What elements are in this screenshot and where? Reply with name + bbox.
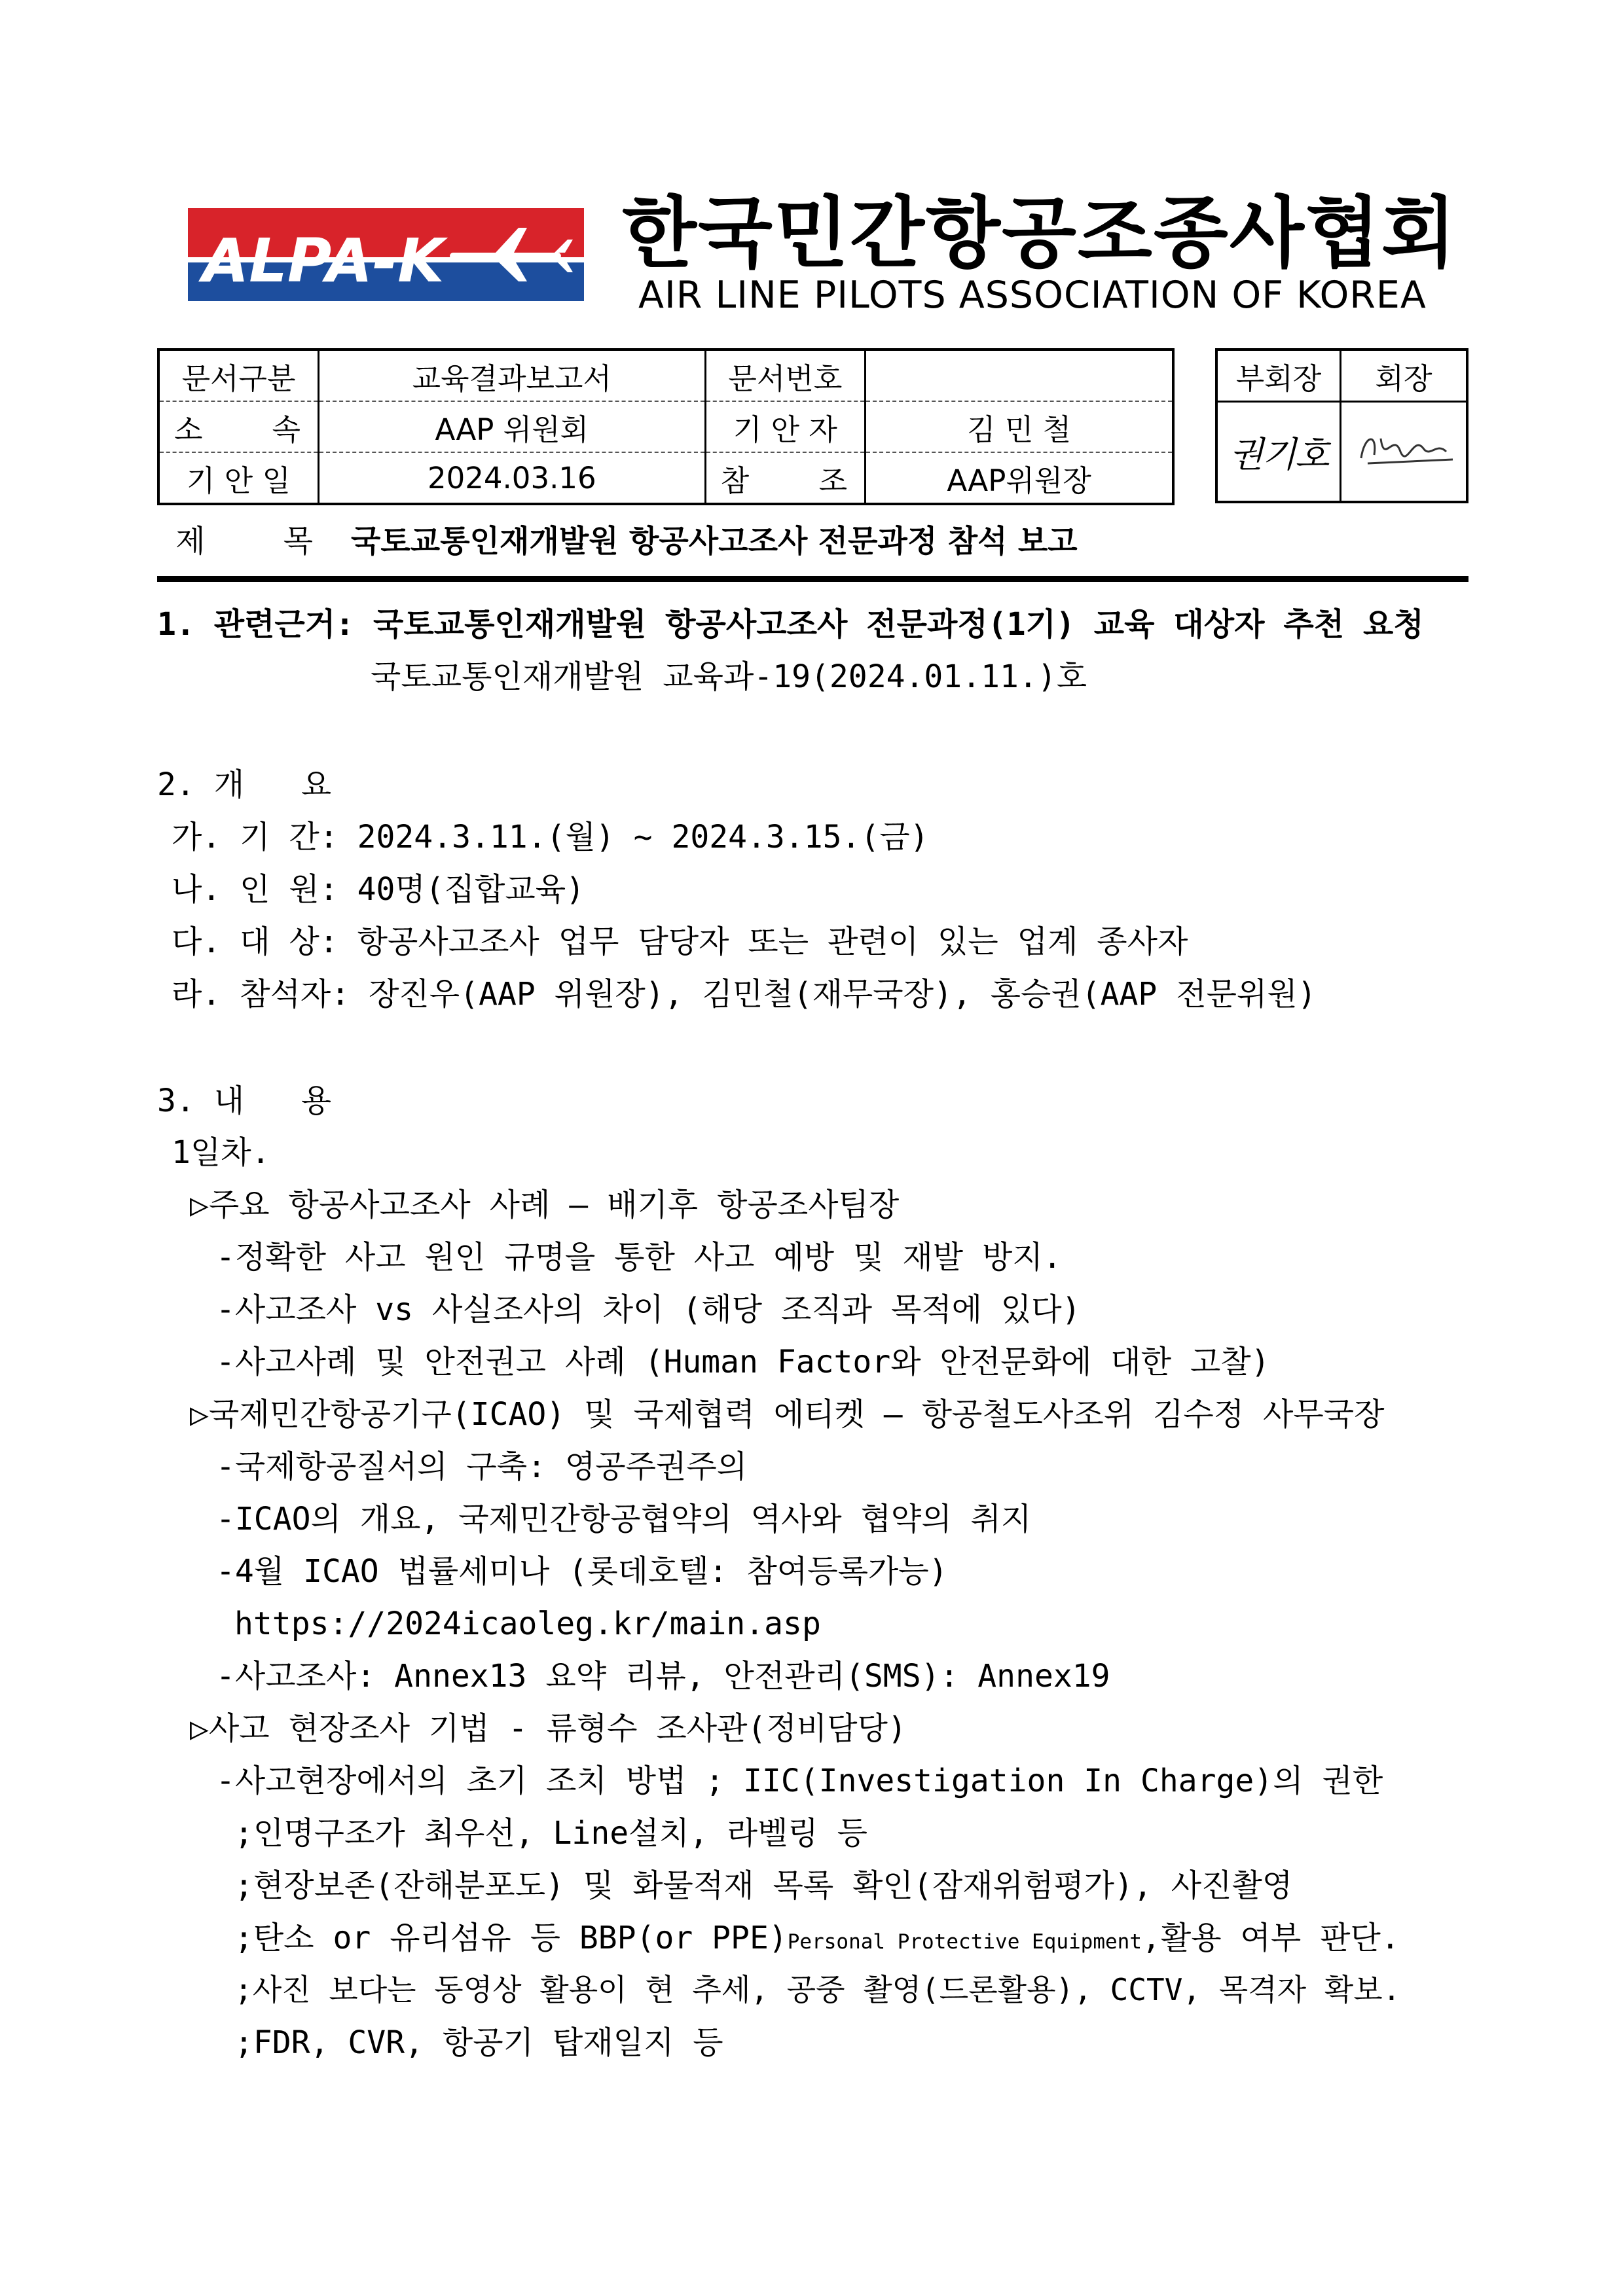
signature-vp-text: 권기호 [1229, 433, 1328, 475]
topic-1-point-c: -사고사례 및 안전권고 사례 (Human Factor와 안전문화에 대한 고찰) [216, 1344, 1270, 1380]
reference-value: AAP위원장 [866, 452, 1173, 504]
drafter-value: 김 민 철 [866, 401, 1173, 452]
draft-date-label: 기 안 일 [158, 452, 319, 504]
org-name-korean: 한국민간항공조종사협회 [622, 188, 1457, 278]
topic-2-point-b: -ICAO의 개요, 국제민간항공협약의 역사와 협약의 취지 [216, 1501, 1032, 1537]
topic-2-point-d: -사고조사: Annex13 요약 리뷰, 안전관리(SMS): Annex19 [216, 1658, 1110, 1695]
section-2-title: 2. 개 요 [157, 766, 332, 803]
topic-3-point-e: ;사진 보다는 동영상 활용이 현 추세, 공중 촬영(드론활용), CCTV, 목격자 확보. [234, 1972, 1401, 2007]
topic-2-point-a: -국제항공질서의 구축: 영공주권주의 [216, 1448, 748, 1485]
overview-attendees: 라. 참석자: 장진우(AAP 위원장), 김민철(재무국장), 홍승권(AAP 전문위원) [172, 976, 1317, 1013]
topic-3-point-d-tail: ,활용 여부 판단. [1142, 1920, 1400, 1956]
alpa-k-logo [188, 208, 584, 301]
logo-text: ALPA-K [202, 226, 445, 296]
topic-2-title: ▷국제민간항공기구(ICAO) 및 국제협력 에티켓 – 항공철도사조위 김수정 사무국장 [190, 1396, 1385, 1433]
vice-president-label: 부회장 [1216, 350, 1341, 402]
affiliation-value: AAP 위원회 [319, 401, 706, 452]
topic-2-point-c: -4월 ICAO 법률세미나 (롯데호텔: 참여등록가능) [216, 1553, 948, 1590]
day-1-label: 1일차. [172, 1134, 270, 1171]
subject-line [175, 517, 1078, 561]
overview-target: 다. 대 상: 항공사고조사 업무 담당자 또는 관련이 있는 업계 종사자 [172, 924, 1188, 960]
topic-1-point-a: -정확한 사고 원인 규명을 통한 사고 예방 및 재발 방지. [216, 1239, 1062, 1276]
doc-number-value [866, 350, 1173, 401]
section-1-title: 1. 관련근거: 국토교통인재개발원 항공사고조사 전문과정(1기) 교육 대상자 추천 요청 [157, 606, 1424, 643]
topic-3-point-d-main: ;탄소 or 유리섬유 등 BBP(or PPE) [234, 1920, 788, 1956]
topic-3-point-b: ;인명구조가 최우선, Line설치, 라벨링 등 [234, 1815, 868, 1852]
drafter-label: 기 안 자 [705, 401, 866, 452]
topic-3-point-c: ;현장보존(잔해분포도) 및 화물적재 목록 확인(잠재위험평가), 사진촬영 [234, 1867, 1293, 1904]
subject-label: 제 목 [175, 524, 313, 560]
subject-text: 국토교통인재개발원 항공사고조사 전문과정 참석 보고 [351, 524, 1078, 560]
org-name-english: AIR LINE PILOTS ASSOCIATION OF KOREA [638, 274, 1427, 317]
topic-3-point-d [234, 1922, 1400, 1954]
subject-divider [157, 576, 1468, 582]
topic-3-title: ▷사고 현장조사 기법 - 류형수 조사관(정비담당) [190, 1710, 907, 1747]
vice-president-signature [1216, 402, 1341, 503]
ppe-expansion: Personal Protective Equipment [787, 1930, 1142, 1954]
affiliation-label: 소 속 [158, 401, 319, 452]
doc-type-label: 문서구분 [158, 350, 319, 401]
topic-1-title: ▷주요 항공사고조사 사례 – 배기후 항공조사팀장 [190, 1187, 900, 1223]
topic-3-point-a: -사고현장에서의 초기 조치 방법 ; IIC(Investigation In Charge)의 권한 [216, 1763, 1383, 1799]
reference-label: 참 조 [705, 452, 866, 504]
doc-type-value: 교육결과보고서 [319, 350, 706, 401]
draft-date-value: 2024.03.16 [319, 452, 706, 504]
document-info-table [157, 348, 1175, 505]
president-signature-icon [1348, 419, 1459, 478]
president-label: 회장 [1341, 350, 1468, 402]
topic-1-point-b: -사고조사 vs 사실조사의 차이 (해당 조직과 목적에 있다) [216, 1291, 1081, 1328]
section-3-title: 3. 내 용 [157, 1083, 332, 1119]
president-signature [1341, 402, 1468, 503]
doc-number-label: 문서번호 [705, 350, 866, 401]
section-1-reference: 국토교통인재개발원 교육과-19(2024.01.11.)호 [371, 658, 1087, 695]
overview-headcount: 나. 인 원: 40명(집합교육) [172, 871, 585, 908]
overview-period: 가. 기 간: 2024.3.11.(월) ~ 2024.3.15.(금) [172, 819, 929, 855]
seminar-url-link[interactable]: https://2024icaoleg.kr/main.asp [234, 1605, 821, 1642]
topic-3-point-f: ;FDR, CVR, 항공기 탑재일지 등 [234, 2024, 723, 2061]
approval-table [1215, 348, 1468, 503]
